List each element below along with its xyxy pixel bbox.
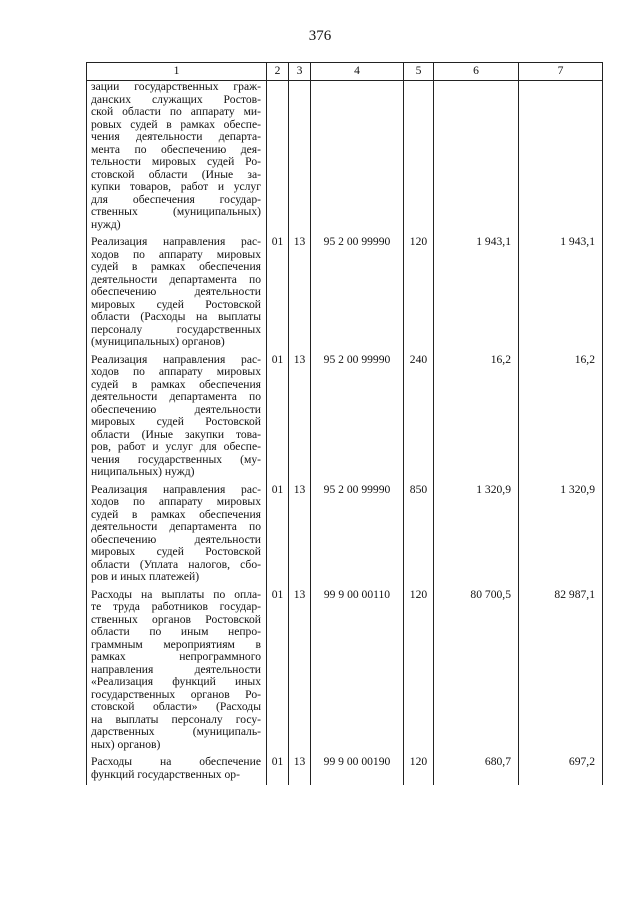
row-description <box>87 353 267 483</box>
description-line: судей в рамках обеспечения <box>91 508 261 521</box>
target-article-code: 95 2 00 99990 <box>311 353 404 483</box>
subsection-code: 13 <box>289 235 311 353</box>
description-line: стовской области» (Расходы <box>91 701 261 713</box>
description-line: деятельности департамента по <box>91 521 261 533</box>
description-line: граммным мероприятиям в <box>91 638 261 651</box>
description-line: Расходы на выплаты по опла- <box>91 588 261 601</box>
amount-year-1: 80 700,5 <box>434 588 519 756</box>
description-line: обеспечению деятельности <box>91 403 261 416</box>
description-line: направления деятельности <box>91 663 261 676</box>
description-line: мировых судей Ростовской <box>91 546 261 558</box>
section-code: 01 <box>267 755 289 785</box>
section-code <box>267 81 289 236</box>
amount-year-2 <box>519 81 603 236</box>
amount-year-1: 16,2 <box>434 353 519 483</box>
description-line: области (Иные закупки това- <box>91 428 261 441</box>
header-col-7: 7 <box>519 63 603 81</box>
amount-year-1: 1 320,9 <box>434 483 519 588</box>
subsection-code <box>289 81 311 236</box>
header-col-4: 4 <box>311 63 404 81</box>
description-line: мировых судей Ростовской <box>91 416 261 428</box>
description-line: (муниципальных) органов) <box>91 336 225 348</box>
table-row <box>87 755 603 785</box>
description-line: на выплаты персоналу госу- <box>91 713 261 726</box>
description-line: ных) органов) <box>91 738 161 751</box>
description-line: ственных (муниципальных) <box>91 206 261 218</box>
description-line: те труда работников государ- <box>91 601 261 613</box>
description-line: чения деятельности департа- <box>91 131 261 143</box>
description-line: деятельности департамента по <box>91 273 261 286</box>
description-line: нужд) <box>91 218 121 231</box>
amount-year-1: 1 943,1 <box>434 235 519 353</box>
description-line: купки товаров, работ и услуг <box>91 181 261 193</box>
row-description <box>87 588 267 756</box>
table-row <box>87 483 603 588</box>
expense-type-code: 120 <box>404 588 434 756</box>
description-line: функций государственных ор- <box>91 768 240 781</box>
table-body <box>87 81 603 786</box>
description-line: ров, работ и услуг для обеспе- <box>91 441 261 453</box>
section-code: 01 <box>267 235 289 353</box>
description-line: стовской области (Иные за- <box>91 168 261 181</box>
description-line: «Реализация функций иных <box>91 676 261 688</box>
description-line: области (Уплата налогов, сбо- <box>91 558 261 571</box>
description-line: зации государственных граж- <box>91 81 261 93</box>
table-row <box>87 353 603 483</box>
table-header-row <box>87 63 603 81</box>
description-line: Реализация направления рас- <box>91 353 261 366</box>
description-line: Реализация направления рас- <box>91 236 261 248</box>
header-col-5: 5 <box>404 63 434 81</box>
description-line: деятельности департамента по <box>91 391 261 403</box>
budget-table <box>86 62 603 785</box>
description-line: для обеспечения государ- <box>91 193 261 206</box>
subsection-code: 13 <box>289 588 311 756</box>
expense-type-code <box>404 81 434 236</box>
amount-year-2: 697,2 <box>519 755 603 785</box>
amount-year-1 <box>434 81 519 236</box>
description-line: Расходы на обеспечение <box>91 756 261 768</box>
section-code: 01 <box>267 483 289 588</box>
page-number: 376 <box>308 28 332 44</box>
header-col-2: 2 <box>267 63 289 81</box>
row-description <box>87 235 267 353</box>
subsection-code: 13 <box>289 755 311 785</box>
description-line: ственных органов Ростовской <box>91 613 261 626</box>
target-article-code: 95 2 00 99990 <box>311 483 404 588</box>
table-row <box>87 588 603 756</box>
expense-type-code: 240 <box>404 353 434 483</box>
target-article-code: 99 9 00 00110 <box>311 588 404 756</box>
target-article-code <box>311 81 404 236</box>
amount-year-2: 1 943,1 <box>519 235 603 353</box>
row-description <box>87 755 267 785</box>
amount-year-1: 680,7 <box>434 755 519 785</box>
description-line: мента по обеспечению дея- <box>91 143 261 156</box>
description-line: ходов по аппарату мировых <box>91 366 261 378</box>
header-col-6: 6 <box>434 63 519 81</box>
section-code: 01 <box>267 588 289 756</box>
header-col-3: 3 <box>289 63 311 81</box>
amount-year-2: 16,2 <box>519 353 603 483</box>
expense-type-code: 120 <box>404 235 434 353</box>
description-line: судей в рамках обеспечения <box>91 378 261 391</box>
description-line: персоналу государственных <box>91 323 261 336</box>
table-row <box>87 81 603 236</box>
amount-year-2: 1 320,9 <box>519 483 603 588</box>
description-line: судей в рамках обеспечения <box>91 261 261 273</box>
header-col-1: 1 <box>87 63 267 81</box>
description-line: тельности мировых судей Ро- <box>91 156 261 168</box>
description-line: ниципальных) нужд) <box>91 466 195 478</box>
subsection-code: 13 <box>289 483 311 588</box>
row-description <box>87 81 267 236</box>
description-line: ровых судей в рамках обеспе- <box>91 118 261 131</box>
amount-year-2: 82 987,1 <box>519 588 603 756</box>
description-line: данских служащих Ростов- <box>91 93 261 106</box>
description-line: Реализация направления рас- <box>91 483 261 496</box>
row-description <box>87 483 267 588</box>
description-line: обеспечению деятельности <box>91 286 261 298</box>
description-line: области (Расходы на выплаты <box>91 311 261 323</box>
description-line: мировых судей Ростовской <box>91 298 261 311</box>
description-line: ров и иных платежей) <box>91 571 200 583</box>
target-article-code: 95 2 00 99990 <box>311 235 404 353</box>
description-line: чения государственных (му- <box>91 453 261 466</box>
subsection-code: 13 <box>289 353 311 483</box>
description-line: ской области по аппарату ми- <box>91 106 261 118</box>
description-line: государственных органов Ро- <box>91 688 261 701</box>
description-line: области по иным непро- <box>91 626 261 638</box>
section-code: 01 <box>267 353 289 483</box>
expense-type-code: 120 <box>404 755 434 785</box>
description-line: дарственных (муниципаль- <box>91 726 261 738</box>
expense-type-code: 850 <box>404 483 434 588</box>
description-line: рамках непрограммного <box>91 651 261 663</box>
target-article-code: 99 9 00 00190 <box>311 755 404 785</box>
description-line: ходов по аппарату мировых <box>91 248 261 261</box>
description-line: ходов по аппарату мировых <box>91 496 261 508</box>
description-line: обеспечению деятельности <box>91 533 261 546</box>
table-row <box>87 235 603 353</box>
